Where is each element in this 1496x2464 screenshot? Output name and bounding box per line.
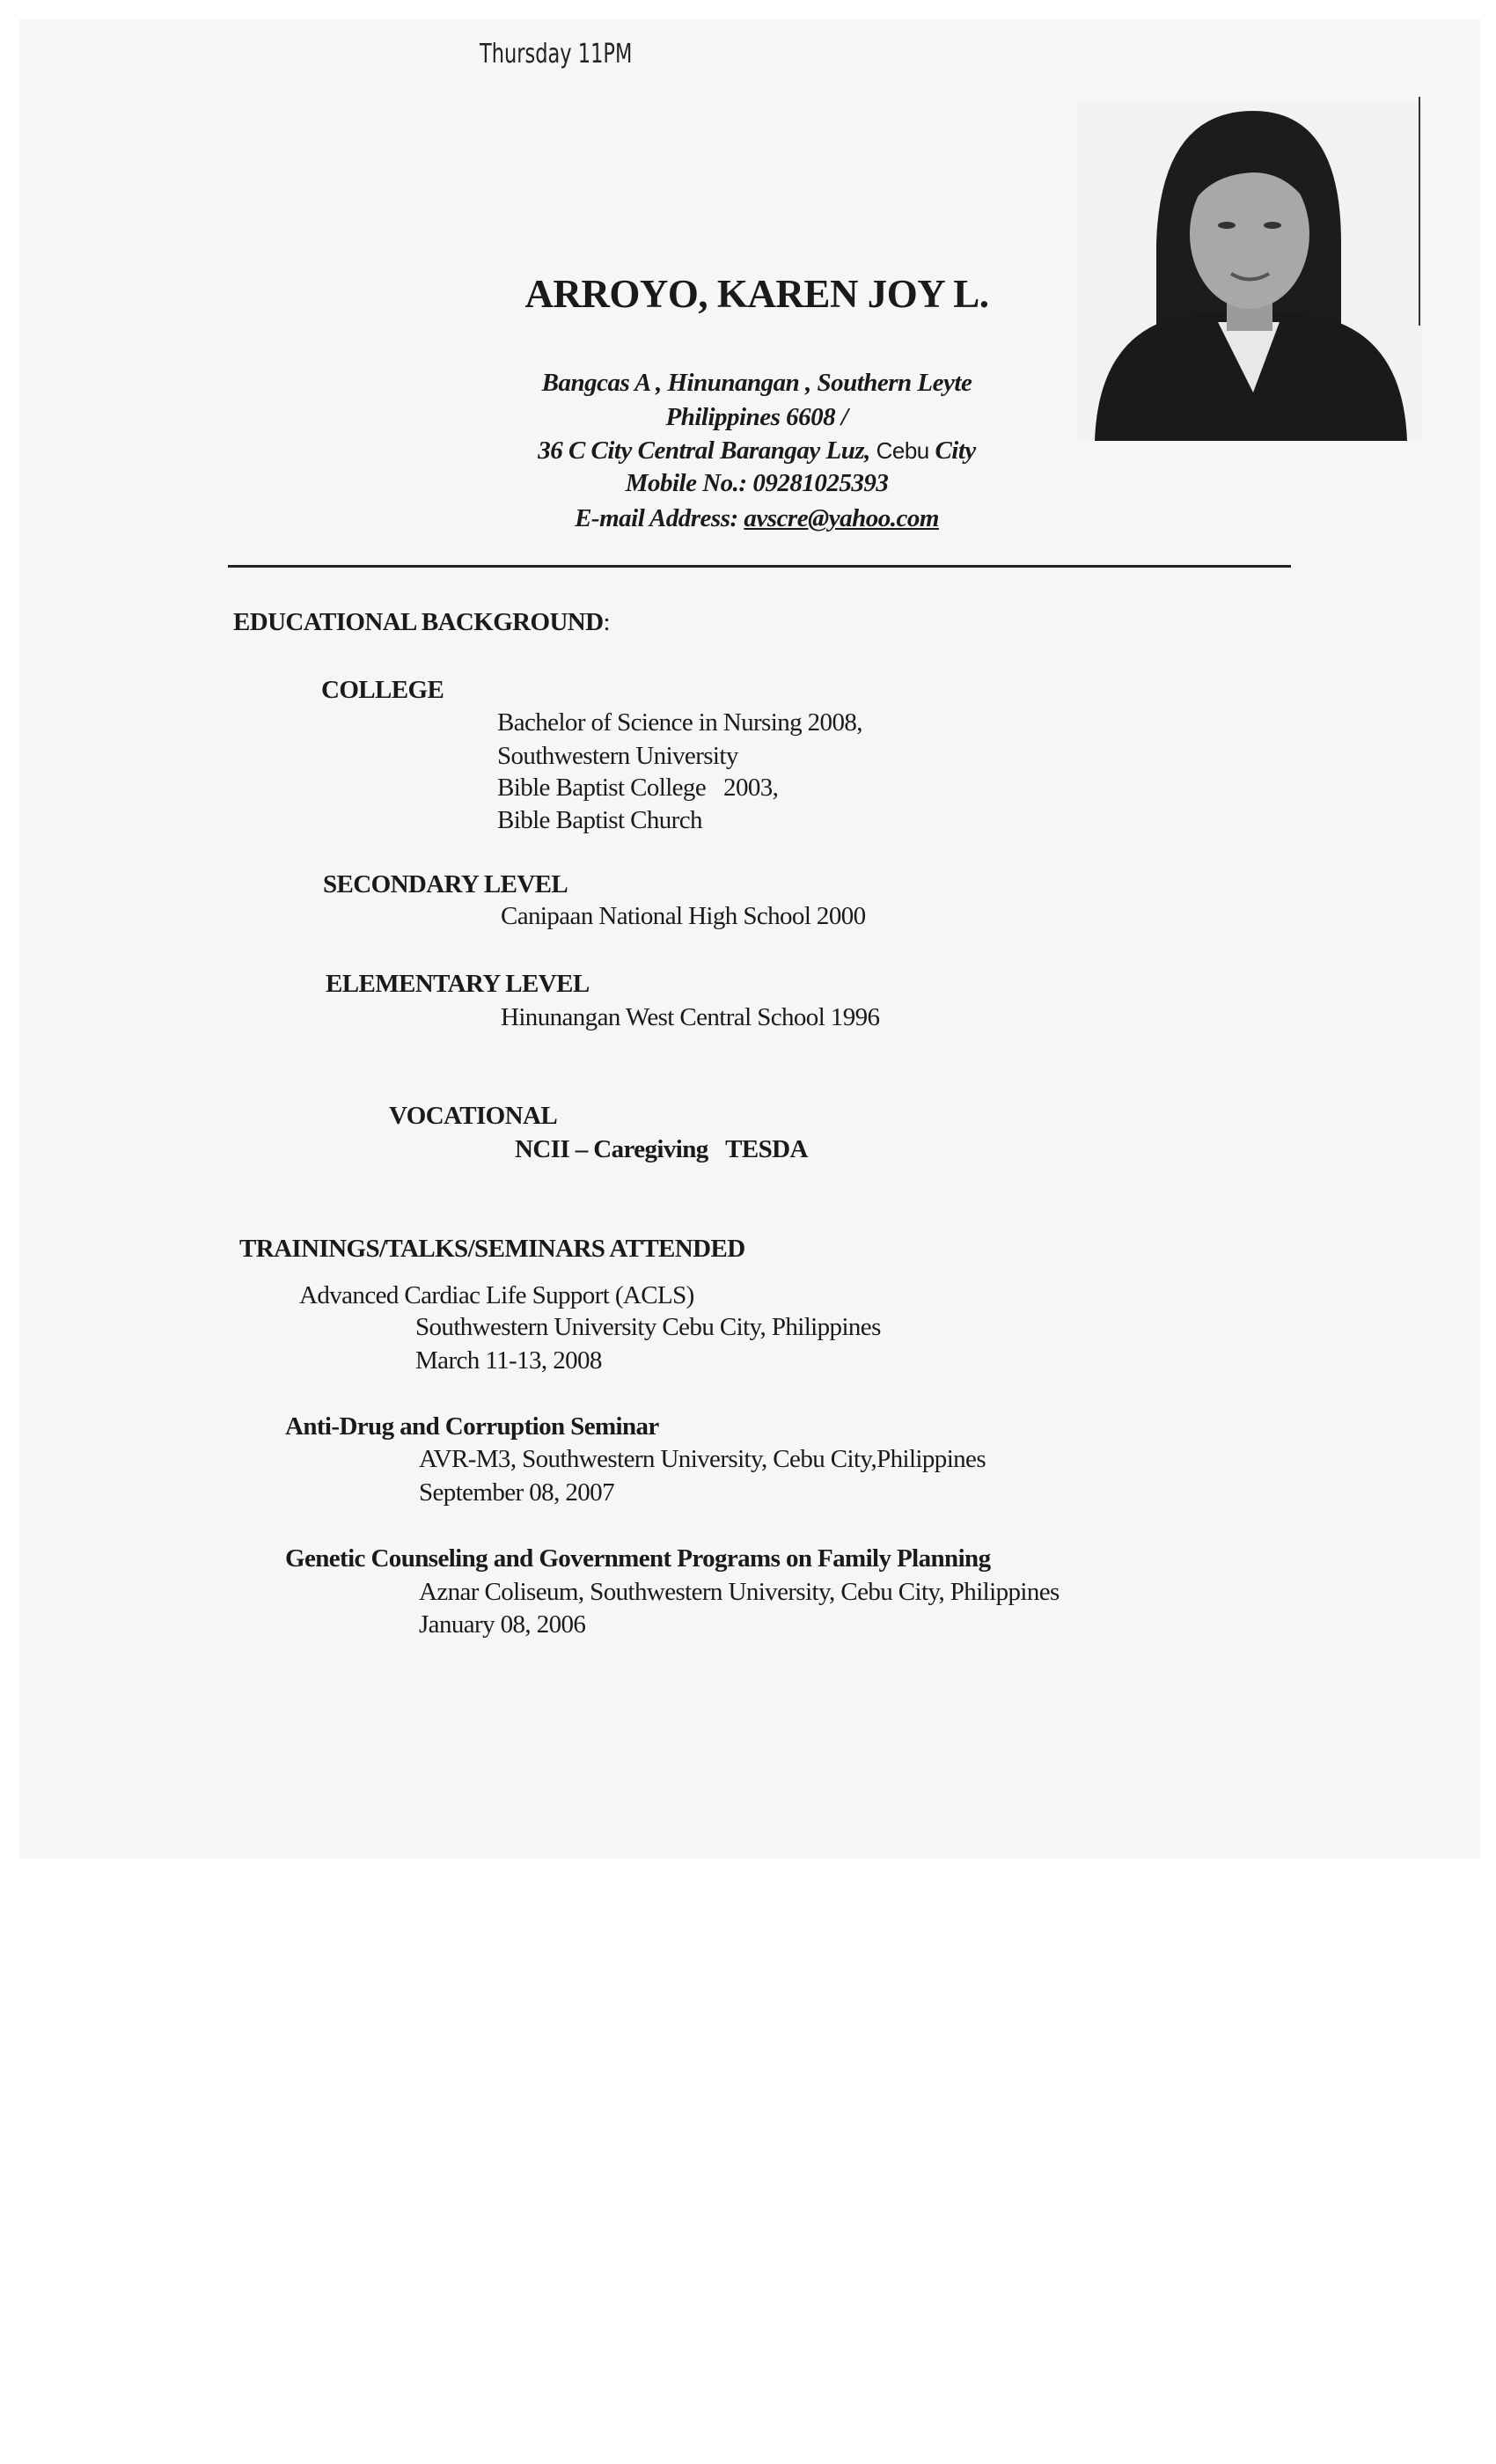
address-line-1: Bangcas A , Hinunangan , Southern Leyte [541,369,972,397]
mobile-line [493,466,1021,500]
address-line-3-end: City [935,436,976,465]
secondary-label: SECONDARY LEVEL [323,870,568,898]
college-line: Bible Baptist Church [497,806,702,834]
elementary-label: ELEMENTARY LEVEL [326,970,590,998]
training-name: Advanced Cardiac Life Support (ACLS) [299,1281,694,1309]
education-heading-colon: : [603,608,610,636]
college-line: Southwestern University [497,742,738,770]
training-venue: Aznar Coliseum, Southwestern University, Cebu City, Philippines [419,1578,1060,1606]
vocational-line: NCII – Caregiving TESDA [515,1135,808,1163]
profile-photo [1077,102,1423,441]
email-label: E-mail Address: [575,504,738,532]
photo-border [1419,97,1420,326]
email-link[interactable]: avscre@yahoo.com [744,504,939,532]
training-date: September 08, 2007 [419,1478,614,1507]
mobile-label: Mobile No.: [625,469,747,497]
address-line-3-italic: 36 C City Central Barangay Luz, [538,436,870,465]
training-date: January 08, 2006 [419,1610,586,1639]
college-label: COLLEGE [321,676,444,704]
address-line-2: Philippines 6608 / [665,403,848,431]
mobile-number: 09281025393 [752,469,889,497]
handwritten-note: Thursday 11PM [480,39,633,70]
trainings-heading: TRAININGS/TALKS/SEMINARS ATTENDED [239,1235,745,1263]
education-heading [233,605,610,639]
applicant-name: ARROYO, KAREN JOY L. [524,272,989,316]
header-divider [228,565,1291,568]
address-line-3 [493,434,1021,467]
education-heading-text: EDUCATIONAL BACKGROUND [233,608,604,636]
training-name: Genetic Counseling and Government Programs on Family Planning [285,1544,991,1573]
email-line [493,502,1021,535]
training-venue: Southwestern University Cebu City, Philippines [415,1313,881,1341]
elementary-school: Hinunangan West Central School 1996 [501,1003,880,1031]
training-name: Anti-Drug and Corruption Seminar [285,1412,659,1441]
training-date: March 11-13, 2008 [415,1346,602,1375]
address-line-3-plain: Cebu [869,437,935,464]
college-line: Bachelor of Science in Nursing 2008, [497,708,862,737]
secondary-school: Canipaan National High School 2000 [501,902,866,930]
vocational-label: VOCATIONAL [389,1102,558,1130]
training-venue: AVR-M3, Southwestern University, Cebu City,Philippines [419,1445,986,1473]
college-line: Bible Baptist College 2003, [497,774,779,802]
